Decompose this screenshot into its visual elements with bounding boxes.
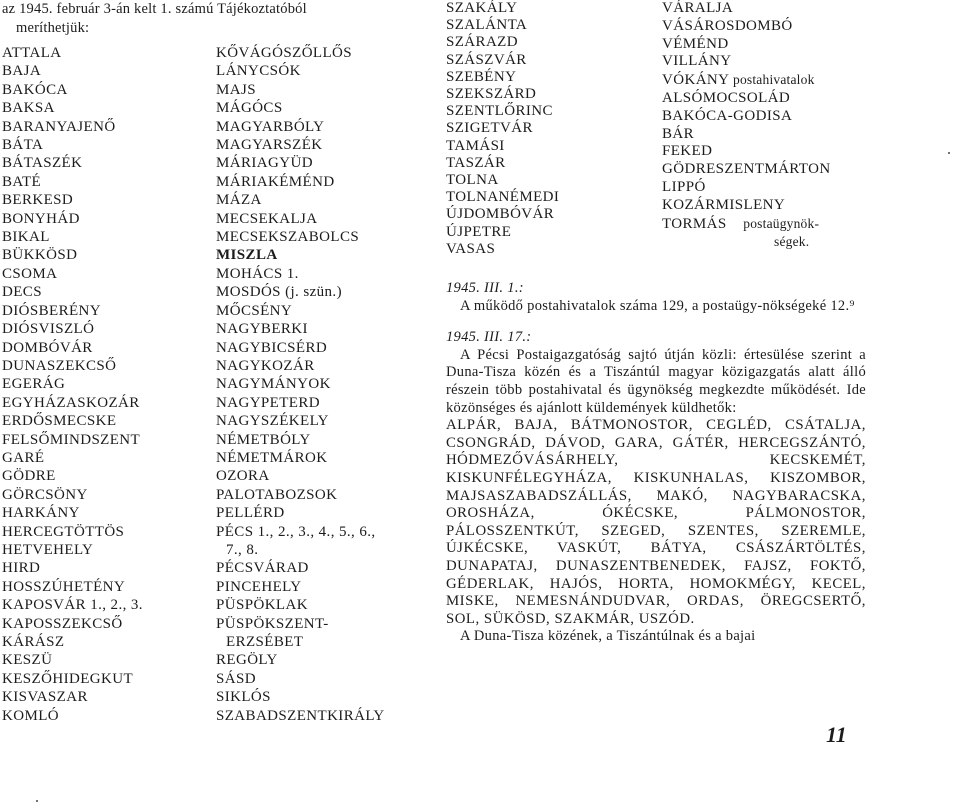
list-item: BÁTA	[2, 137, 44, 154]
list-item: MAJS	[216, 81, 256, 98]
list-item: TOLNA	[446, 172, 499, 189]
list-item: BAKSA	[2, 100, 55, 117]
list-item: KOMLÓ	[2, 707, 59, 724]
list-item-with-label	[662, 215, 862, 234]
list-item: SZEBÉNY	[446, 68, 517, 85]
list-item: GARÉ	[2, 449, 45, 466]
list-item: PÉCSVÁRAD	[216, 560, 309, 577]
list-item: LIPPÓ	[662, 178, 706, 195]
place-name: VÓKÁNY	[662, 72, 729, 89]
list-item: HERCEGTÖTTÖS	[2, 523, 125, 540]
spacer	[446, 315, 866, 329]
list-item: KAPOSVÁR 1., 2., 3.	[2, 597, 143, 614]
print-speck	[36, 800, 38, 802]
list-item: ÚJPETRE	[446, 223, 512, 240]
list-item: MÁRIAGYÜD	[216, 155, 313, 172]
list-item: EGERÁG	[2, 376, 66, 393]
list-item: PELLÉRD	[216, 505, 285, 522]
list-item: SIKLÓS	[216, 689, 271, 706]
list-item: SZEKSZÁRD	[446, 86, 537, 103]
list-item: DOMBÓVÁR	[2, 339, 93, 356]
place-list-column-4	[662, 0, 862, 251]
list-item: HETVEHELY	[2, 541, 94, 558]
list-item: MECSEKALJA	[216, 210, 318, 227]
list-item: SZABADSZENTKIRÁLY	[216, 707, 385, 724]
list-item: HARKÁNY	[2, 505, 80, 522]
list-item: KESZÜ	[2, 652, 53, 669]
list-item: ERDŐSMECSKE	[2, 413, 117, 430]
intro-text	[2, 0, 412, 38]
place-name: TORMÁS	[662, 215, 727, 232]
list-item: MISZLA	[216, 247, 278, 264]
place-list	[662, 0, 862, 251]
list-item: BARANYAJENŐ	[2, 118, 116, 135]
list-item: LÁNYCSÓK	[216, 63, 301, 80]
notes-section	[446, 280, 866, 646]
place-list	[216, 44, 426, 725]
list-item: VÉMÉND	[662, 35, 729, 52]
print-speck	[948, 152, 950, 154]
list-item: ATTALA	[2, 45, 62, 61]
list-item: BERKESD	[2, 192, 74, 209]
list-item: REGÖLY	[216, 652, 278, 669]
list-item: BÁTASZÉK	[2, 155, 83, 172]
list-item: KESZŐHIDEGKUT	[2, 670, 134, 687]
list-item: OZORA	[216, 468, 270, 485]
list-item: SZIGETVÁR	[446, 120, 533, 137]
list-item: 7., 8.	[226, 541, 259, 558]
list-item: PÜSPÖKLAK	[216, 597, 308, 614]
list-item: NÉMETMÁROK	[216, 449, 328, 466]
list-item: TASZÁR	[446, 154, 506, 171]
list-item: ERZSÉBET	[226, 634, 304, 650]
list-item: SZENTLŐRINC	[446, 103, 553, 120]
list-item: BIKAL	[2, 229, 50, 246]
place-list	[2, 44, 202, 725]
list-item: MOHÁCS 1.	[216, 265, 299, 282]
list-item: GÖDRESZENTMÁRTON	[662, 161, 831, 178]
list-item: NAGYMÁNYOK	[216, 376, 331, 393]
list-item: PÉCS 1., 2., 3., 4., 5., 6.,	[216, 523, 376, 540]
list-item: VILLÁNY	[662, 53, 732, 70]
list-item: VÁSÁROSDOMBÓ	[662, 17, 793, 34]
list-item: BAKÓCA	[2, 81, 68, 98]
note-paragraph-3: ALPÁR, BAJA, BÁTMONOSTOR, CEGLÉD, CSÁTALJA, CSONGRÁD, DÁVOD, GARA, GÁTÉR, HERCEGSZÁNTÓ, HÓDMEZŐVÁSÁRHELY, KECSKEMÉT, KISKUNFÉLEGYHÁZA, KISKUNHALAS, KISZOMBOR, MAJSASZABADSZÁLLÁS, MAKÓ, NAGYBARACSKA, OROSHÁZA, ÓKÉCSKE, PÁLMONOSTOR, PÁLOSSZENTKÚT, SZEGED, SZENTES, SZEREMLE, ÚJKÉCSKE, VASKÚT, BÁTYA, CSÁSZÁRTÖLTÉS, DUNAPATAJ, DUNASZENTBENEDEK, FAJSZ, FOKTŐ, GÉDERLAK, HAJÓS, HORTA, HOMOKMÉGY, KECEL, MISKE, NEMESNÁNDUDVAR, ORDAS, ÖREGCSERTŐ, SOL, SÜKÖSD, SZAKMÁR, USZÓD.	[446, 417, 866, 627]
note-paragraph-4: A Duna-Tisza közének, a Tiszántúlnak és a bajai	[460, 628, 756, 645]
category-label-end: ségek.	[774, 234, 810, 250]
list-item: BÜKKÖSD	[2, 247, 78, 264]
place-list-column-2	[216, 44, 426, 725]
list-item: ÚJDOMBÓVÁR	[446, 206, 555, 223]
date-heading-2: 1945. III. 17.:	[446, 329, 532, 346]
list-item: NAGYSZÉKELY	[216, 413, 329, 430]
list-item: MECSEKSZABOLCS	[216, 229, 360, 246]
list-item: NAGYBICSÉRD	[216, 339, 328, 356]
list-item: NAGYKOZÁR	[216, 357, 315, 374]
list-item: MAGYARSZÉK	[216, 137, 323, 154]
category-label: postahivatalok	[733, 72, 815, 88]
list-item: DIÓSVISZLÓ	[2, 321, 95, 338]
list-item: GÖRCSÖNY	[2, 486, 88, 503]
list-item: KÁRÁSZ	[2, 634, 65, 650]
list-item: MÁRIAKÉMÉND	[216, 173, 335, 190]
list-item: NÉMETBÓLY	[216, 431, 311, 448]
list-item: MOSDÓS (j. szün.)	[216, 284, 342, 301]
list-item: BAKÓCA-GODISA	[662, 107, 793, 124]
list-item: BATÉ	[2, 173, 42, 190]
date-heading-1: 1945. III. 1.:	[446, 280, 524, 296]
list-item: BÁR	[662, 125, 695, 142]
category-label: postaügynök-	[743, 215, 820, 231]
note-paragraph-2: A Pécsi Postaigazgatóság sajtó útján közli: értesülése szerint a Duna-Tisza közén és a Tiszántúl magyar közigazgatás alatt álló részein több postahivatal és ügynökség megkezdte működését. Ide közönséges és ajánlott küldemények küldhetők:	[446, 346, 866, 416]
place-list-column-3	[446, 0, 646, 258]
list-item: ALSÓMOCSOLÁD	[662, 89, 791, 106]
list-item: MAGYARBÓLY	[216, 118, 325, 135]
list-item: MÁGÓCS	[216, 100, 283, 117]
list-item: KAPOSSZEKCSŐ	[2, 615, 123, 632]
list-item: NAGYPETERD	[216, 394, 320, 411]
list-item: VASAS	[446, 240, 496, 257]
place-list-column-1	[2, 44, 202, 725]
list-item: DIÓSBERÉNY	[2, 302, 102, 319]
list-item: FELSŐMINDSZENT	[2, 431, 141, 448]
place-list	[446, 0, 646, 258]
list-item: PÜSPÖKSZENT-	[216, 615, 329, 632]
list-item: SZALÁNTA	[446, 17, 528, 34]
list-item: CSOMA	[2, 265, 58, 282]
list-item-with-label	[662, 71, 862, 90]
list-item: MÁZA	[216, 192, 262, 209]
list-item: NAGYBERKI	[216, 321, 308, 338]
list-item: HIRD	[2, 560, 41, 577]
list-item: TOLNANÉMEDI	[446, 189, 560, 206]
list-item: VÁRALJA	[662, 0, 734, 16]
list-item: HOSSZÚHETÉNY	[2, 578, 126, 595]
list-item: DUNASZEKCSŐ	[2, 357, 117, 374]
list-item: KISVASZAR	[2, 689, 88, 706]
list-item: SÁSD	[216, 670, 256, 687]
list-item: GÖDRE	[2, 468, 56, 485]
list-item: SZÁRAZD	[446, 34, 518, 51]
list-item: BAJA	[2, 63, 42, 80]
list-item: EGYHÁZASKOZÁR	[2, 394, 140, 411]
list-item: SZAKÁLY	[446, 0, 518, 16]
list-item: FEKED	[662, 143, 713, 160]
list-item: PALOTABOZSOK	[216, 486, 338, 503]
page-number: 11	[826, 722, 847, 747]
list-item: TAMÁSI	[446, 137, 505, 154]
list-item: KOZÁRMISLENY	[662, 196, 786, 213]
intro-line-2: meríthetjük:	[16, 20, 90, 36]
list-item: PINCEHELY	[216, 578, 302, 595]
list-item: DECS	[2, 284, 42, 301]
note-paragraph-1: A működő postahivatalok száma 129, a postaügy-nökségeké 12.⁹	[460, 297, 855, 314]
list-item: KŐVÁGÓSZŐLLŐS	[216, 45, 353, 61]
intro-line-1: az 1945. február 3-án kelt 1. számú Tájékoztatóból	[2, 1, 307, 17]
list-item: BONYHÁD	[2, 210, 80, 227]
list-item: SZÁSZVÁR	[446, 51, 527, 68]
list-item: MŐCSÉNY	[216, 302, 293, 319]
